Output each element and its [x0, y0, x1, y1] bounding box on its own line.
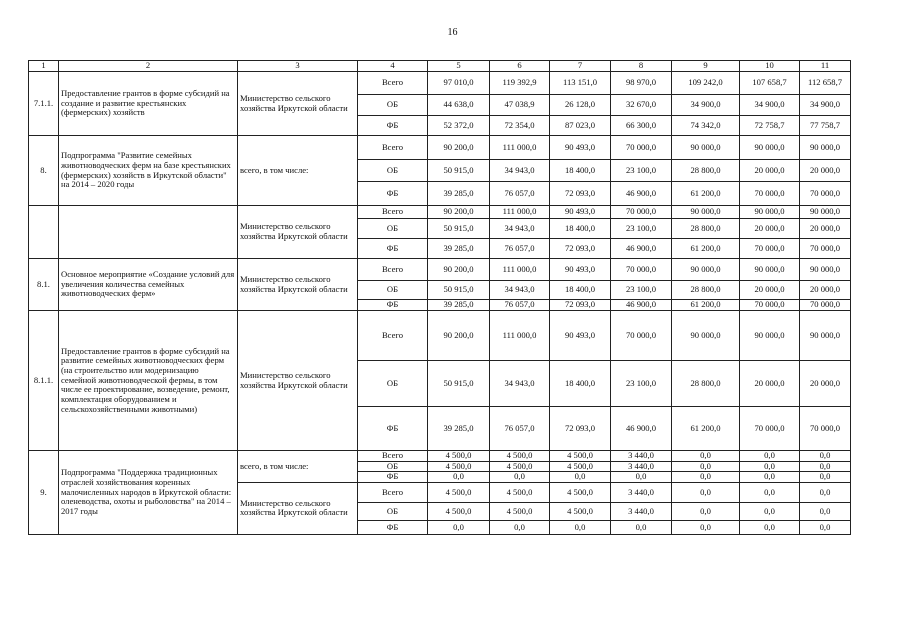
amount-cell: 0,0: [800, 482, 851, 502]
amount-cell: 0,0: [800, 472, 851, 483]
amount-cell: 20 000,0: [740, 281, 800, 300]
row-executor: Министерство сельского хозяйства Иркутской области: [238, 259, 358, 311]
amount-cell: 28 800,0: [672, 361, 740, 407]
amount-cell: 0,0: [490, 520, 550, 534]
row-executor: Министерство сельского хозяйства Иркутской области: [238, 311, 358, 451]
amount-cell: 111 000,0: [490, 259, 550, 281]
amount-cell: 46 900,0: [611, 300, 672, 311]
amount-cell: 111 000,0: [490, 136, 550, 160]
row-name: Предоставление грантов в форме субсидий на развитие семейных животноводческих ферм (на строительство или модернизацию семейной животноводческой фермы, в том числе ее проектирование, возведение, ремонт, комплектация оборудованием и сельскохозяйственными животными): [59, 311, 238, 451]
amount-cell: 39 285,0: [428, 407, 490, 451]
funding-type: Всего: [358, 451, 428, 462]
amount-cell: 76 057,0: [490, 300, 550, 311]
amount-cell: 0,0: [800, 520, 851, 534]
amount-cell: 90 493,0: [550, 206, 611, 219]
amount-cell: 0,0: [611, 520, 672, 534]
amount-cell: 4 500,0: [490, 482, 550, 502]
column-header: 5: [428, 61, 490, 72]
amount-cell: 52 372,0: [428, 116, 490, 136]
amount-cell: 20 000,0: [740, 160, 800, 182]
amount-cell: 0,0: [740, 461, 800, 472]
amount-cell: 39 285,0: [428, 239, 490, 259]
amount-cell: 98 970,0: [611, 72, 672, 95]
amount-cell: 34 900,0: [672, 95, 740, 116]
amount-cell: 107 658,7: [740, 72, 800, 95]
row-code: 8.1.: [29, 259, 59, 311]
amount-cell: 0,0: [672, 502, 740, 520]
amount-cell: 28 800,0: [672, 281, 740, 300]
amount-cell: 90 493,0: [550, 136, 611, 160]
amount-cell: 28 800,0: [672, 160, 740, 182]
amount-cell: 0,0: [740, 482, 800, 502]
amount-cell: 3 440,0: [611, 461, 672, 472]
amount-cell: 46 900,0: [611, 239, 672, 259]
amount-cell: 90 000,0: [740, 311, 800, 361]
amount-cell: 4 500,0: [490, 502, 550, 520]
amount-cell: 76 057,0: [490, 239, 550, 259]
amount-cell: 3 440,0: [611, 451, 672, 462]
amount-cell: 70 000,0: [800, 407, 851, 451]
amount-cell: 0,0: [740, 451, 800, 462]
amount-cell: 3 440,0: [611, 502, 672, 520]
amount-cell: 20 000,0: [800, 219, 851, 239]
amount-cell: 90 000,0: [740, 259, 800, 281]
amount-cell: 87 023,0: [550, 116, 611, 136]
funding-type: ФБ: [358, 239, 428, 259]
amount-cell: 72 093,0: [550, 239, 611, 259]
amount-cell: 0,0: [740, 520, 800, 534]
funding-type: ФБ: [358, 472, 428, 483]
amount-cell: 4 500,0: [550, 451, 611, 462]
amount-cell: 90 000,0: [672, 206, 740, 219]
amount-cell: 70 000,0: [740, 239, 800, 259]
amount-cell: 90 000,0: [672, 136, 740, 160]
page-number: 16: [447, 27, 458, 38]
amount-cell: 70 000,0: [740, 407, 800, 451]
amount-cell: 90 000,0: [800, 136, 851, 160]
amount-cell: 4 500,0: [428, 451, 490, 462]
amount-cell: 3 440,0: [611, 482, 672, 502]
amount-cell: 0,0: [672, 472, 740, 483]
amount-cell: 0,0: [550, 472, 611, 483]
amount-cell: 74 342,0: [672, 116, 740, 136]
amount-cell: 50 915,0: [428, 281, 490, 300]
amount-cell: 0,0: [740, 502, 800, 520]
amount-cell: 90 000,0: [740, 136, 800, 160]
amount-cell: 34 943,0: [490, 160, 550, 182]
table-row: [29, 451, 851, 462]
amount-cell: 20 000,0: [800, 361, 851, 407]
amount-cell: 113 151,0: [550, 72, 611, 95]
amount-cell: 70 000,0: [740, 182, 800, 206]
column-number-row: [29, 61, 851, 72]
row-name: Подпрограмма "Развитие семейных животноводческих ферм на базе крестьянских (фермерских) хозяйств в Иркутской области" на 2014 – 2020 годы: [59, 136, 238, 206]
amount-cell: 90 000,0: [800, 259, 851, 281]
amount-cell: 0,0: [550, 520, 611, 534]
amount-cell: 0,0: [672, 482, 740, 502]
amount-cell: 72 093,0: [550, 300, 611, 311]
column-header: 8: [611, 61, 672, 72]
amount-cell: 97 010,0: [428, 72, 490, 95]
amount-cell: 0,0: [428, 472, 490, 483]
amount-cell: 61 200,0: [672, 407, 740, 451]
amount-cell: 111 000,0: [490, 311, 550, 361]
amount-cell: 76 057,0: [490, 182, 550, 206]
amount-cell: 4 500,0: [550, 482, 611, 502]
column-header: 10: [740, 61, 800, 72]
amount-cell: 20 000,0: [800, 281, 851, 300]
amount-cell: 72 093,0: [550, 182, 611, 206]
amount-cell: 34 943,0: [490, 281, 550, 300]
amount-cell: 0,0: [672, 461, 740, 472]
amount-cell: 23 100,0: [611, 281, 672, 300]
amount-cell: 90 200,0: [428, 311, 490, 361]
amount-cell: 46 900,0: [611, 407, 672, 451]
amount-cell: 112 658,7: [800, 72, 851, 95]
funding-type: ОБ: [358, 361, 428, 407]
amount-cell: 47 038,9: [490, 95, 550, 116]
amount-cell: 119 392,9: [490, 72, 550, 95]
amount-cell: 34 900,0: [800, 95, 851, 116]
amount-cell: 20 000,0: [800, 160, 851, 182]
amount-cell: 61 200,0: [672, 239, 740, 259]
funding-type: Всего: [358, 72, 428, 95]
amount-cell: 50 915,0: [428, 219, 490, 239]
amount-cell: 90 200,0: [428, 259, 490, 281]
amount-cell: 90 493,0: [550, 259, 611, 281]
amount-cell: 39 285,0: [428, 182, 490, 206]
row-name: Подпрограмма "Поддержка традиционных отраслей хозяйствования коренных малочисленных народов в Иркутской области: оленеводства, охоты и рыболовства" на 2014 – 2017 годы: [59, 451, 238, 535]
funding-type: ОБ: [358, 461, 428, 472]
amount-cell: 90 000,0: [672, 259, 740, 281]
amount-cell: 44 638,0: [428, 95, 490, 116]
row-name: Основное мероприятие «Создание условий для увеличения количества семейных животноводческих ферм»: [59, 259, 238, 311]
column-header: 9: [672, 61, 740, 72]
amount-cell: 50 915,0: [428, 160, 490, 182]
amount-cell: 70 000,0: [611, 311, 672, 361]
amount-cell: 72 093,0: [550, 407, 611, 451]
amount-cell: 23 100,0: [611, 219, 672, 239]
funding-type: ОБ: [358, 160, 428, 182]
row-executor: Министерство сельского хозяйства Иркутской области: [238, 72, 358, 136]
budget-table: [28, 60, 851, 535]
amount-cell: 90 000,0: [800, 311, 851, 361]
amount-cell: 20 000,0: [740, 361, 800, 407]
amount-cell: 70 000,0: [800, 239, 851, 259]
amount-cell: 26 128,0: [550, 95, 611, 116]
amount-cell: 72 758,7: [740, 116, 800, 136]
amount-cell: 4 500,0: [490, 451, 550, 462]
amount-cell: 70 000,0: [611, 136, 672, 160]
amount-cell: 61 200,0: [672, 182, 740, 206]
table-row: [29, 206, 851, 219]
amount-cell: 23 100,0: [611, 361, 672, 407]
funding-type: Всего: [358, 206, 428, 219]
amount-cell: 0,0: [428, 520, 490, 534]
amount-cell: 0,0: [800, 451, 851, 462]
amount-cell: 28 800,0: [672, 219, 740, 239]
amount-cell: 90 200,0: [428, 136, 490, 160]
funding-type: ОБ: [358, 502, 428, 520]
table-row: [29, 72, 851, 95]
column-header: 7: [550, 61, 611, 72]
amount-cell: 34 943,0: [490, 361, 550, 407]
amount-cell: 0,0: [490, 472, 550, 483]
row-name: [59, 206, 238, 259]
amount-cell: 70 000,0: [611, 259, 672, 281]
amount-cell: 90 000,0: [672, 311, 740, 361]
amount-cell: 0,0: [740, 472, 800, 483]
amount-cell: 20 000,0: [740, 219, 800, 239]
amount-cell: 4 500,0: [428, 502, 490, 520]
column-header: 2: [59, 61, 238, 72]
row-executor: всего, в том числе:: [238, 451, 358, 483]
row-executor: всего, в том числе:: [238, 136, 358, 206]
funding-type: Всего: [358, 136, 428, 160]
amount-cell: 23 100,0: [611, 160, 672, 182]
funding-type: Всего: [358, 482, 428, 502]
amount-cell: 70 000,0: [800, 300, 851, 311]
funding-type: ОБ: [358, 95, 428, 116]
row-code: 7.1.1.: [29, 72, 59, 136]
table-row: [29, 259, 851, 281]
table-row: [29, 311, 851, 361]
amount-cell: 109 242,0: [672, 72, 740, 95]
amount-cell: 18 400,0: [550, 219, 611, 239]
amount-cell: 90 200,0: [428, 206, 490, 219]
amount-cell: 66 300,0: [611, 116, 672, 136]
amount-cell: 46 900,0: [611, 182, 672, 206]
row-code: 9.: [29, 451, 59, 535]
row-executor: Министерство сельского хозяйства Иркутской области: [238, 206, 358, 259]
row-executor: Министерство сельского хозяйства Иркутской области: [238, 482, 358, 534]
amount-cell: 0,0: [800, 502, 851, 520]
row-name: Предоставление грантов в форме субсидий на создание и развитие крестьянских (фермерских) хозяйств: [59, 72, 238, 136]
column-header: 11: [800, 61, 851, 72]
column-header: 6: [490, 61, 550, 72]
table-row: [29, 136, 851, 160]
column-header: 4: [358, 61, 428, 72]
amount-cell: 61 200,0: [672, 300, 740, 311]
row-code: 8.: [29, 136, 59, 206]
amount-cell: 4 500,0: [490, 461, 550, 472]
amount-cell: 90 000,0: [740, 206, 800, 219]
funding-type: ФБ: [358, 116, 428, 136]
funding-type: ОБ: [358, 219, 428, 239]
amount-cell: 4 500,0: [550, 461, 611, 472]
amount-cell: 0,0: [800, 461, 851, 472]
amount-cell: 72 354,0: [490, 116, 550, 136]
funding-type: Всего: [358, 311, 428, 361]
column-header: 1: [29, 61, 59, 72]
amount-cell: 50 915,0: [428, 361, 490, 407]
amount-cell: 70 000,0: [611, 206, 672, 219]
amount-cell: 111 000,0: [490, 206, 550, 219]
row-code: 8.1.1.: [29, 311, 59, 451]
amount-cell: 90 493,0: [550, 311, 611, 361]
amount-cell: 18 400,0: [550, 281, 611, 300]
amount-cell: 39 285,0: [428, 300, 490, 311]
amount-cell: 0,0: [611, 472, 672, 483]
funding-type: Всего: [358, 259, 428, 281]
row-code: [29, 206, 59, 259]
amount-cell: 76 057,0: [490, 407, 550, 451]
funding-type: ФБ: [358, 300, 428, 311]
amount-cell: 0,0: [672, 520, 740, 534]
amount-cell: 70 000,0: [740, 300, 800, 311]
table-body: [29, 72, 851, 535]
amount-cell: 4 500,0: [428, 482, 490, 502]
column-header: 3: [238, 61, 358, 72]
amount-cell: 70 000,0: [800, 182, 851, 206]
funding-type: ФБ: [358, 520, 428, 534]
amount-cell: 18 400,0: [550, 160, 611, 182]
amount-cell: 4 500,0: [550, 502, 611, 520]
amount-cell: 34 900,0: [740, 95, 800, 116]
amount-cell: 18 400,0: [550, 361, 611, 407]
funding-type: ФБ: [358, 182, 428, 206]
amount-cell: 32 670,0: [611, 95, 672, 116]
funding-type: ОБ: [358, 281, 428, 300]
amount-cell: 90 000,0: [800, 206, 851, 219]
amount-cell: 4 500,0: [428, 461, 490, 472]
funding-type: ФБ: [358, 407, 428, 451]
amount-cell: 77 758,7: [800, 116, 851, 136]
amount-cell: 0,0: [672, 451, 740, 462]
amount-cell: 34 943,0: [490, 219, 550, 239]
